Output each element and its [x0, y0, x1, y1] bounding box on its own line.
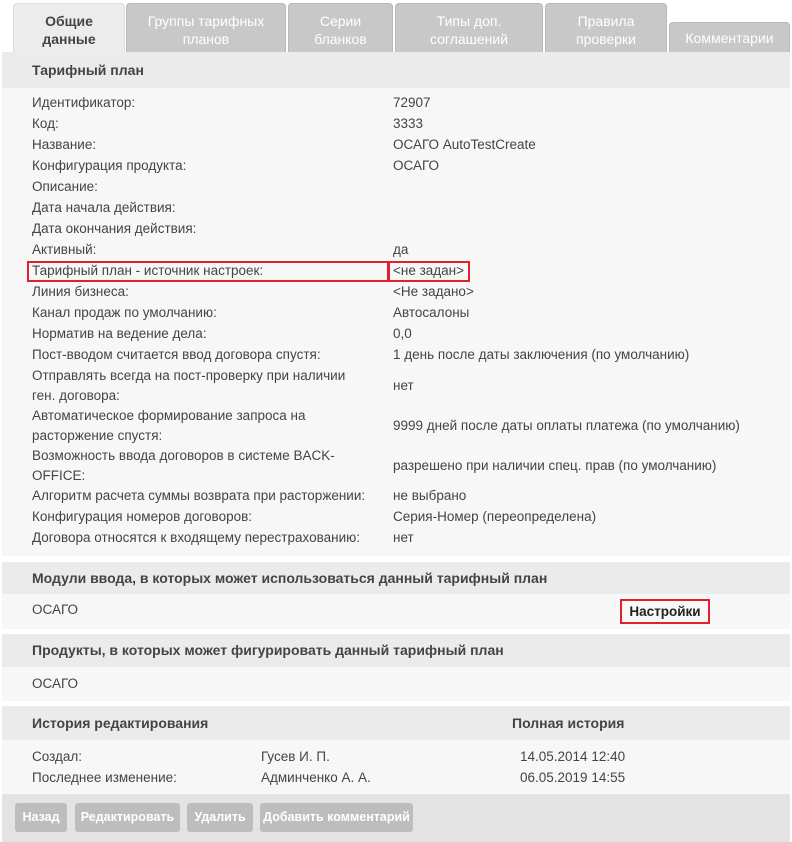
- field-value-code: 3333: [393, 116, 424, 131]
- highlight-settings-source-value: [388, 261, 470, 282]
- modules-header: [2, 562, 790, 594]
- field-value-norm: 0,0: [393, 326, 412, 341]
- add-comment-button[interactable]: Добавить комментарий: [260, 803, 413, 832]
- field-label-post-check-1: Отправлять всегда на пост-проверку при наличии: [32, 368, 346, 383]
- tab-agreement-types[interactable]: [395, 3, 543, 52]
- tab-check-rules[interactable]: [545, 3, 667, 52]
- delete-button[interactable]: Удалить: [187, 803, 253, 832]
- field-label-refund-algorithm: Алгоритм расчета суммы возврата при расторжении:: [32, 488, 366, 503]
- field-value-sales-channel: Автосалоны: [393, 305, 470, 320]
- field-value-id: 72907: [393, 95, 431, 110]
- tab-tariff-groups[interactable]: [126, 3, 286, 52]
- history-created-user: Гусев И. П.: [261, 749, 330, 764]
- tab-check-rules-label-1: Правила: [577, 13, 635, 29]
- settings-button[interactable]: [620, 599, 710, 624]
- tab-general-label-2: данные: [42, 31, 96, 47]
- tariff-plan-title: Тарифный план: [32, 62, 144, 78]
- history-title: История редактирования: [32, 715, 209, 731]
- tab-bar: [0, 0, 792, 52]
- field-label-description: Описание:: [32, 179, 98, 194]
- field-value-post-check: нет: [393, 378, 414, 393]
- field-value-active: да: [393, 242, 409, 257]
- tab-general[interactable]: [13, 3, 125, 52]
- field-label-termination-1: Автоматическое формирование запроса на: [32, 408, 306, 423]
- field-label-post-input: Пост-вводом считается ввод договора спустя:: [32, 347, 321, 362]
- tab-check-rules-label-2: проверки: [576, 31, 636, 47]
- tab-agreement-types-label-2: соглашений: [429, 31, 509, 47]
- tab-tariff-groups-label-1: Группы тарифных: [147, 13, 265, 29]
- full-history-link[interactable]: Полная история: [512, 715, 625, 731]
- history-modified-date: 06.05.2019 14:55: [520, 770, 626, 785]
- history-modified-label: Последнее изменение:: [32, 770, 177, 785]
- edit-button[interactable]: Редактировать: [75, 803, 180, 832]
- history-created-date: 14.05.2014 12:40: [520, 749, 626, 764]
- tab-blank-series-label-2: бланков: [314, 31, 367, 47]
- field-label-code: Код:: [32, 116, 59, 131]
- settings-button-label: Настройки: [629, 604, 701, 619]
- history-created-label: Создал:: [32, 749, 83, 764]
- products-body: [2, 667, 790, 701]
- tab-comments-label: Комментарии: [685, 30, 774, 46]
- field-label-active: Активный:: [32, 242, 97, 257]
- product-item: ОСАГО: [32, 676, 79, 691]
- field-label-reinsurance: Договора относятся к входящему перестрахованию:: [32, 530, 361, 545]
- field-label-norm: Норматив на ведение дела:: [32, 326, 207, 341]
- history-header: [2, 706, 790, 740]
- tariff-plan-header: [2, 52, 790, 88]
- field-value-settings-source: <не задан>: [393, 263, 465, 278]
- field-value-reinsurance: нет: [393, 530, 414, 545]
- field-label-sales-channel: Канал продаж по умолчанию:: [32, 305, 217, 320]
- field-label-backoffice-2: OFFICE:: [32, 468, 86, 483]
- history-modified-user: Админченко А. А.: [261, 770, 371, 785]
- field-value-number-config: Серия-Номер (переопределена): [393, 509, 597, 524]
- field-value-termination: 9999 дней после даты оплаты платежа (по умолчанию): [393, 418, 740, 433]
- field-label-start-date: Дата начала действия:: [32, 200, 176, 215]
- products-title: Продукты, в которых может фигурировать данный тарифный план: [32, 642, 504, 658]
- field-label-end-date: Дата окончания действия:: [32, 221, 197, 236]
- field-value-product-config: ОСАГО: [393, 158, 440, 173]
- field-label-business-line: Линия бизнеса:: [32, 284, 129, 299]
- tab-agreement-types-label-1: Типы доп.: [436, 13, 502, 29]
- field-value-refund-algorithm: не выбрано: [393, 488, 467, 503]
- field-label-backoffice-1: Возможность ввода договоров в системе BACK-: [32, 448, 335, 463]
- field-value-business-line: <Не задано>: [393, 284, 474, 299]
- field-value-name: ОСАГО AutoTestCreate: [393, 137, 536, 152]
- field-value-backoffice: разрешено при наличии спец. прав (по умолчанию): [393, 458, 717, 473]
- tab-blank-series[interactable]: [288, 3, 393, 52]
- field-label-id: Идентификатор:: [32, 95, 136, 110]
- back-button[interactable]: Назад: [15, 803, 67, 832]
- field-value-post-input: 1 день после даты заключения (по умолчанию): [393, 347, 690, 362]
- field-label-termination-2: расторжение спустя:: [32, 428, 163, 443]
- products-header: [2, 634, 790, 667]
- field-label-number-config: Конфигурация номеров договоров:: [32, 509, 253, 524]
- field-label-product-config: Конфигурация продукта:: [32, 158, 187, 173]
- modules-title: Модули ввода, в которых может использоваться данный тарифный план: [32, 570, 548, 586]
- field-label-name: Название:: [32, 137, 97, 152]
- field-label-settings-source: Тарифный план - источник настроек:: [32, 263, 264, 278]
- tab-blank-series-label-1: Серии: [319, 13, 362, 29]
- field-label-post-check-2: ген. договора:: [32, 388, 120, 403]
- tab-comments[interactable]: [669, 22, 790, 52]
- tab-tariff-groups-label-2: планов: [182, 31, 230, 47]
- tab-general-label-1: Общие: [45, 13, 93, 29]
- highlight-settings-source-label: [27, 261, 389, 282]
- module-item: ОСАГО: [32, 602, 79, 617]
